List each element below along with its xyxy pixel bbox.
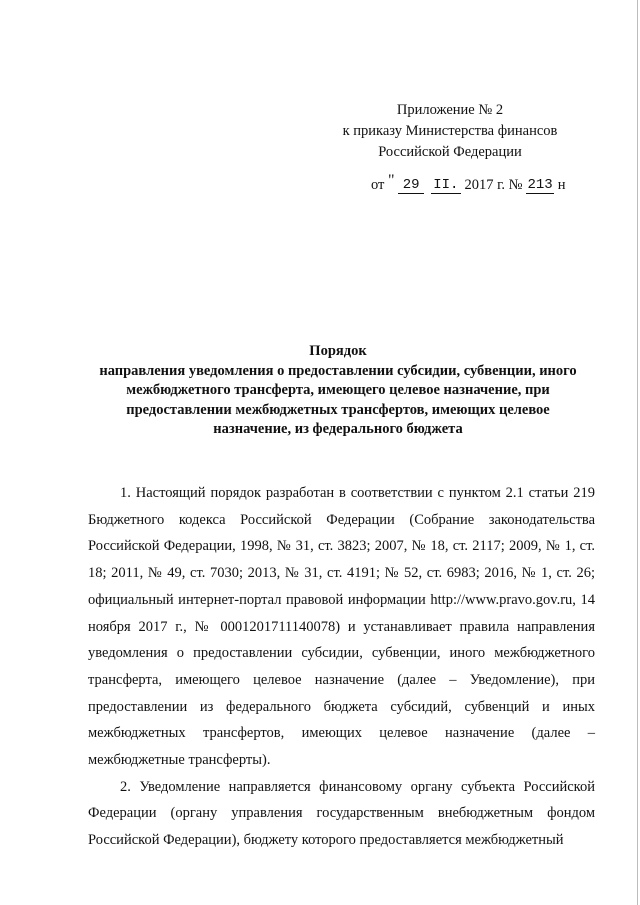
page-edge-line xyxy=(637,0,638,905)
appendix-number: Приложение № 2 xyxy=(396,102,504,118)
open-quote: " xyxy=(388,172,395,189)
title-heading: Порядок xyxy=(309,343,367,359)
order-number: 213 xyxy=(527,177,553,193)
document-title xyxy=(88,342,588,440)
order-prefix: от xyxy=(371,177,385,193)
appendix-header xyxy=(340,100,560,163)
order-day: 29 xyxy=(398,178,424,194)
paragraph-1: 1. Настоящий порядок разработан в соответствии с пунктом 2.1 статьи 219 Бюджетного кодекса Российской Федерации (Собрание законодательства Российской Федерации, 1998, № 31, ст. 3823; 2007, № 18, ст. 2117; 2009, № 1, ст. 18; 2011, № 49, ст. 7030; 2013, № 31, ст. 4191; № 52, ст. 6983; 2016, № 1, ст. 26; официальный интернет-портал правовой информации http://www.pravo.gov.ru, 14 ноября 2017 г., № 0001201711140078) и устанавливает правила направления уведомления о предоставлении субсидии, субвенции, иного межбюджетного трансферта, имеющего целевое назначение (далее – Уведомление), при предоставлении из федерального бюджета субсидий, субвенций и иных межбюджетных трансфертов, имеющих целевое назначение (далее – межбюджетные трансферты). xyxy=(88,485,595,769)
order-year: 2017 г. № xyxy=(464,177,523,193)
order-suffix: н xyxy=(557,177,566,193)
order-date-number xyxy=(371,172,565,194)
document-body xyxy=(88,480,595,854)
title-subtitle: направления уведомления о предоставлении субсидии, субвенции, иного межбюджетного трансферта, имеющего целевое назначение, при предоставлении межбюджетных трансфертов, имеющих целевое назначение, из федерального бюджета xyxy=(99,362,577,437)
appendix-federation: Российской Федерации xyxy=(378,144,522,160)
paragraph-2: 2. Уведомление направляется финансовому органу субъекта Российской Федерации (органу управления государственным внебюджетным фондом Российской Федерации), бюджету которого предоставляется межбюджетный xyxy=(88,778,595,849)
appendix-order-ref: к приказу Министерства финансов xyxy=(342,123,558,139)
order-month: II. xyxy=(431,178,461,194)
